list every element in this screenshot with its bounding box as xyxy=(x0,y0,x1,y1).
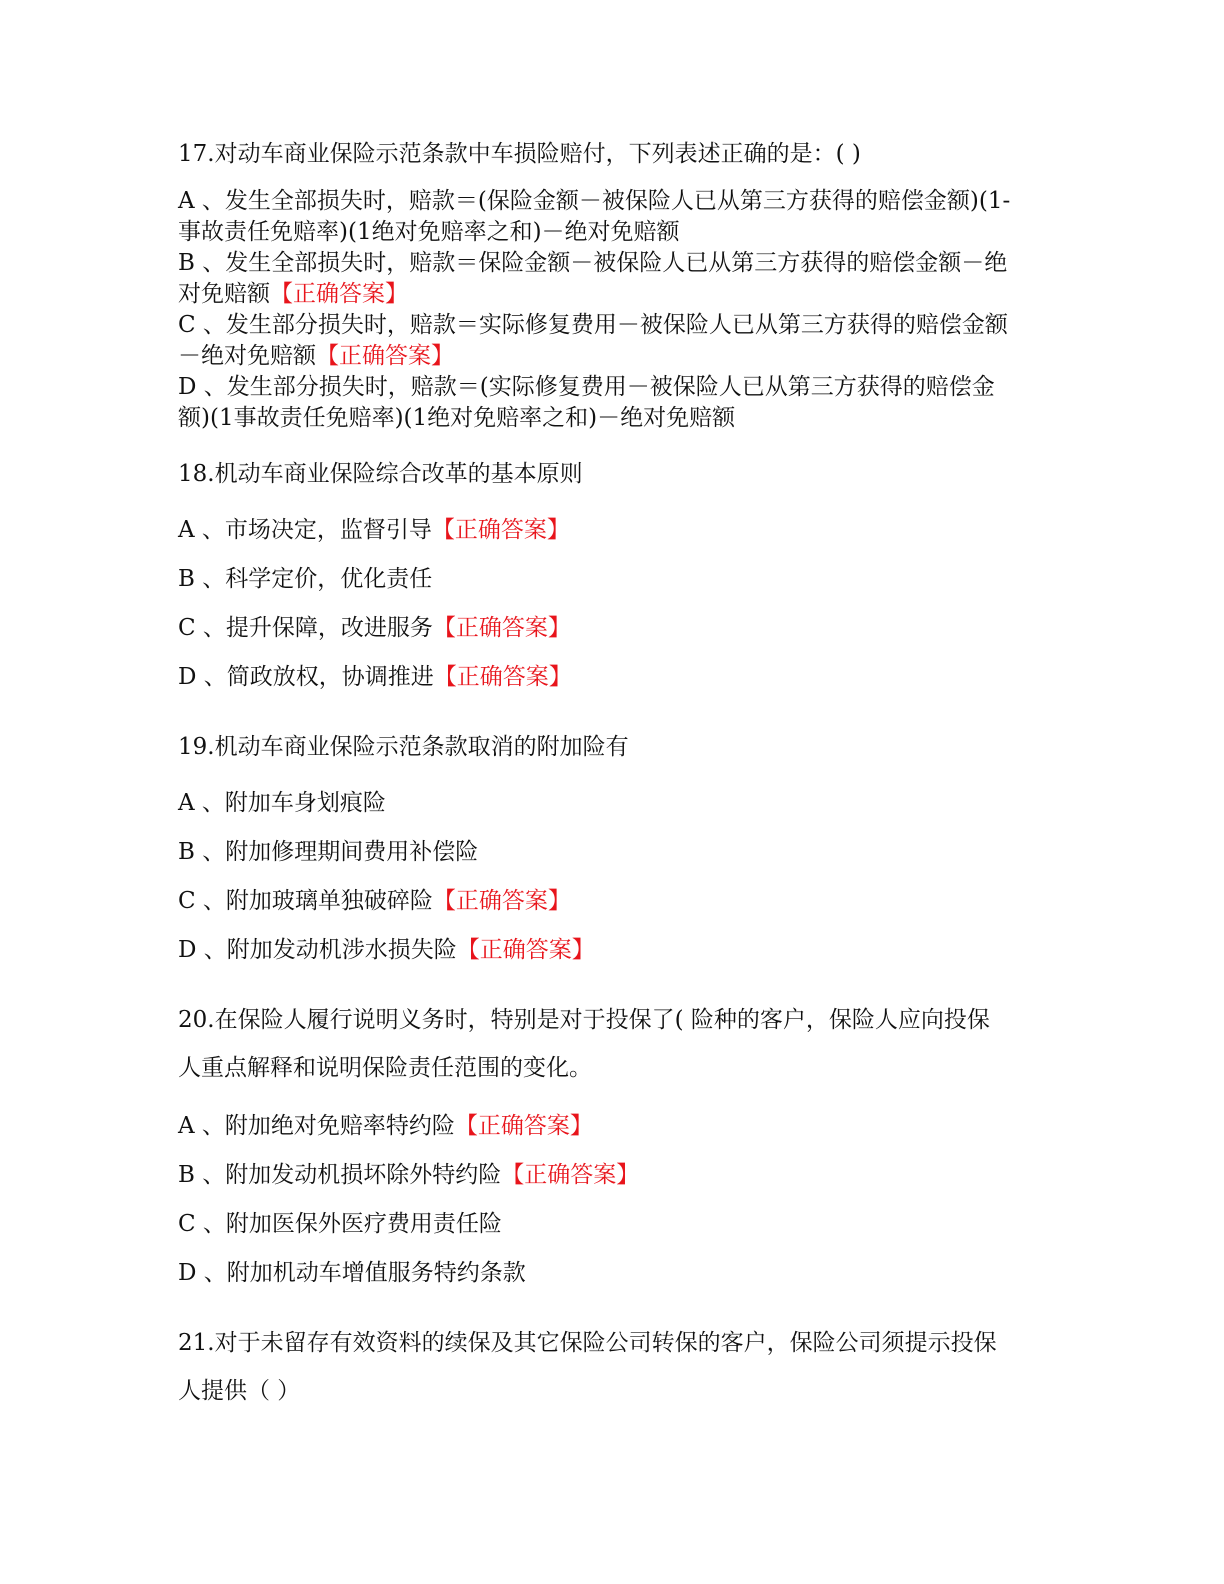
option-20-c xyxy=(178,1208,1038,1240)
option-20-d xyxy=(178,1257,1038,1289)
correct-answer-tag: 【正确答案】 xyxy=(456,937,595,963)
correct-answer-tag: 【正确答案】 xyxy=(432,888,571,914)
option-18-b xyxy=(178,563,1038,595)
document-page xyxy=(178,138,1038,1415)
question-17-options xyxy=(178,186,1038,434)
option-17-b xyxy=(178,248,1038,310)
option-17-d-line1: D 、发生部分损失时，赔款＝(实际修复费用－被保险人已从第三方获得的赔偿金 xyxy=(178,374,995,400)
correct-answer-tag: 【正确答案】 xyxy=(270,281,408,307)
option-17-a xyxy=(178,186,1038,248)
option-20-c-text: C 、附加医保外医疗费用责任险 xyxy=(178,1211,502,1237)
correct-answer-tag: 【正确答案】 xyxy=(501,1162,640,1188)
option-18-c xyxy=(178,612,1038,644)
option-19-a-text: A 、附加车身划痕险 xyxy=(178,790,386,816)
option-18-d-text: D 、简政放权，协调推进 xyxy=(178,664,434,690)
option-19-c-text: C 、附加玻璃单独破碎险 xyxy=(178,888,433,914)
question-20-title-line1: 20.在保险人履行说明义务时，特别是对于投保了( 险种的客户，保险人应向投保 xyxy=(178,1007,990,1033)
option-19-d xyxy=(178,934,1038,966)
option-17-b-line1: B 、发生全部损失时，赔款＝保险金额－被保险人已从第三方获得的赔偿金额－绝 xyxy=(178,250,1008,276)
option-17-c-line2: －绝对免赔额 xyxy=(178,343,316,369)
question-21-title-line2: 人提供（ ） xyxy=(178,1378,301,1404)
correct-answer-tag: 【正确答案】 xyxy=(432,615,571,641)
question-18-title: 18.机动车商业保险综合改革的基本原则 xyxy=(178,461,583,487)
option-17-b-line2: 对免赔额 xyxy=(178,281,270,307)
option-18-d xyxy=(178,661,1038,693)
question-17-title: 17.对动车商业保险示范条款中车损险赔付，下列表述正确的是：( ) xyxy=(178,141,861,167)
option-20-b xyxy=(178,1159,1038,1191)
option-17-d xyxy=(178,372,1038,434)
option-19-b-text: B 、附加修理期间费用补偿险 xyxy=(178,839,479,865)
option-17-c xyxy=(178,310,1038,372)
question-19-title: 19.机动车商业保险示范条款取消的附加险有 xyxy=(178,734,629,760)
correct-answer-tag: 【正确答案】 xyxy=(431,517,570,543)
correct-answer-tag: 【正确答案】 xyxy=(316,343,454,369)
question-21-title-line1: 21.对于未留存有效资料的续保及其它保险公司转保的客户，保险公司须提示投保 xyxy=(178,1330,997,1356)
option-20-d-text: D 、附加机动车增值服务特约条款 xyxy=(178,1260,526,1286)
option-18-a xyxy=(178,514,1038,546)
option-17-a-line2: 事故责任免赔率)(1绝对免赔率之和)－绝对免赔额 xyxy=(178,219,680,245)
correct-answer-tag: 【正确答案】 xyxy=(454,1113,593,1139)
option-18-c-text: C 、提升保障，改进服务 xyxy=(178,615,433,641)
option-20-b-text: B 、附加发动机损坏除外特约险 xyxy=(178,1162,502,1188)
option-19-c xyxy=(178,885,1038,917)
option-19-a xyxy=(178,787,1038,819)
option-17-c-line1: C 、发生部分损失时，赔款＝实际修复费用－被保险人已从第三方获得的赔偿金额 xyxy=(178,312,1008,338)
option-19-b xyxy=(178,836,1038,868)
option-20-a-text: A 、附加绝对免赔率特约险 xyxy=(178,1113,455,1139)
option-19-d-text: D 、附加发动机涉水损失险 xyxy=(178,937,457,963)
option-18-b-text: B 、科学定价，优化责任 xyxy=(178,566,433,592)
question-20-title xyxy=(178,996,1038,1092)
option-18-a-text: A 、市场决定，监督引导 xyxy=(178,517,432,543)
option-17-a-line1: A 、发生全部损失时，赔款＝(保险金额－被保险人已从第三方获得的赔偿金额)(1- xyxy=(178,188,1011,214)
correct-answer-tag: 【正确答案】 xyxy=(433,664,572,690)
question-21-title xyxy=(178,1319,1038,1415)
option-20-a xyxy=(178,1110,1038,1142)
option-17-d-line2: 额)(1事故责任免赔率)(1绝对免赔率之和)－绝对免赔额 xyxy=(178,405,736,431)
question-20-title-line2: 人重点解释和说明保险责任范围的变化。 xyxy=(178,1055,592,1081)
